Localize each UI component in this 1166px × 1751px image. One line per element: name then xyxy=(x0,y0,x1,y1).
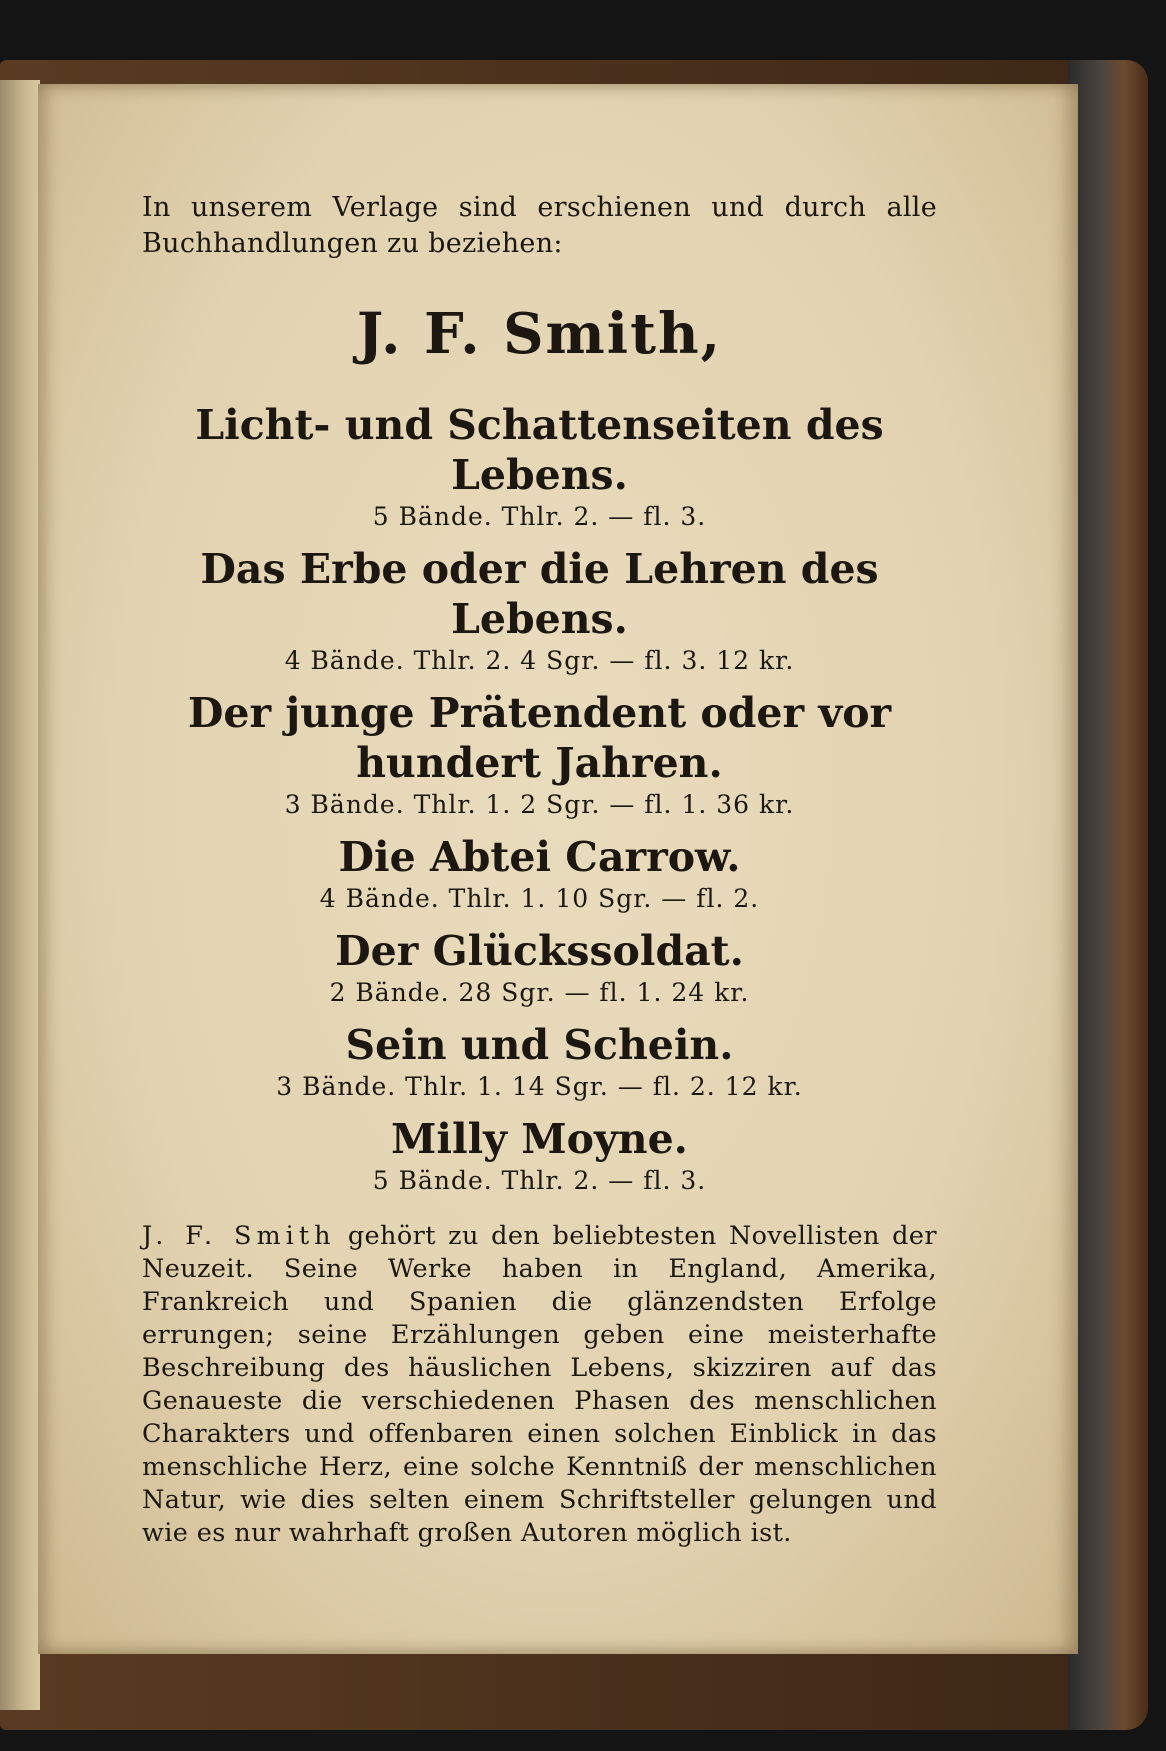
book-spine xyxy=(1068,60,1148,1730)
book-entry xyxy=(142,544,937,678)
description-text: gehört zu den beliebtesten Novellisten der Neuzeit. Seine Werke haben in England, Amerika, Frankreich und Spanien die glänzendsten Erfolge errungen; seine Erzählungen geben eine meisterhafte Beschreibung des häuslichen Lebens, skizziren auf das Genaueste die verschiedenen Phasen des menschlichen Charakters und offenbaren einen solchen Einblick in das menschliche Herz, eine solche Kenntniß der menschlichen Natur, wie dies selten einem Schriftsteller gelungen und wie es nur wahrhaft großen Autoren möglich ist. xyxy=(142,1221,937,1548)
book-price: 3 Bände. Thlr. 1. 14 Sgr. — fl. 2. 12 kr. xyxy=(276,1072,803,1101)
book-title: Die Abtei Carrow. xyxy=(338,833,741,881)
book-list xyxy=(142,400,937,1198)
book-price: 4 Bände. Thlr. 1. 10 Sgr. — fl. 2. xyxy=(319,884,760,913)
book-price: 5 Bände. Thlr. 2. — fl. 3. xyxy=(372,502,707,531)
page-content xyxy=(142,190,937,1550)
book-title: Das Erbe oder die Lehren des Lebens. xyxy=(200,545,879,643)
book-price: 4 Bände. Thlr. 2. 4 Sgr. — fl. 3. 12 kr. xyxy=(284,646,795,675)
book-title: Milly Moyne. xyxy=(391,1115,688,1163)
book-entry xyxy=(142,1114,937,1198)
book-title: Der junge Prätendent oder vor hundert Jahren. xyxy=(187,689,892,787)
book-entry xyxy=(142,400,937,534)
book-entry xyxy=(142,926,937,1010)
book-title: Der Glückssoldat. xyxy=(335,927,744,975)
left-page-edge xyxy=(0,80,40,1710)
description-paragraph xyxy=(142,1220,937,1550)
book-entry xyxy=(142,1020,937,1104)
book-price: 2 Bände. 28 Sgr. — fl. 1. 24 kr. xyxy=(329,978,750,1007)
book-price: 3 Bände. Thlr. 1. 2 Sgr. — fl. 1. 36 kr. xyxy=(284,790,795,819)
book-price: 5 Bände. Thlr. 2. — fl. 3. xyxy=(372,1166,707,1195)
description-author-name: J. F. Smith xyxy=(142,1221,336,1251)
book-entry xyxy=(142,832,937,916)
book-title: Licht- und Schattenseiten des Lebens. xyxy=(195,401,884,499)
author-heading: J. F. Smith, xyxy=(356,301,723,367)
book-title: Sein und Schein. xyxy=(345,1021,734,1069)
book-entry xyxy=(142,688,937,822)
intro-text: In unserem Verlage sind erschienen und durch alle Buchhandlungen zu beziehen: xyxy=(142,192,937,259)
